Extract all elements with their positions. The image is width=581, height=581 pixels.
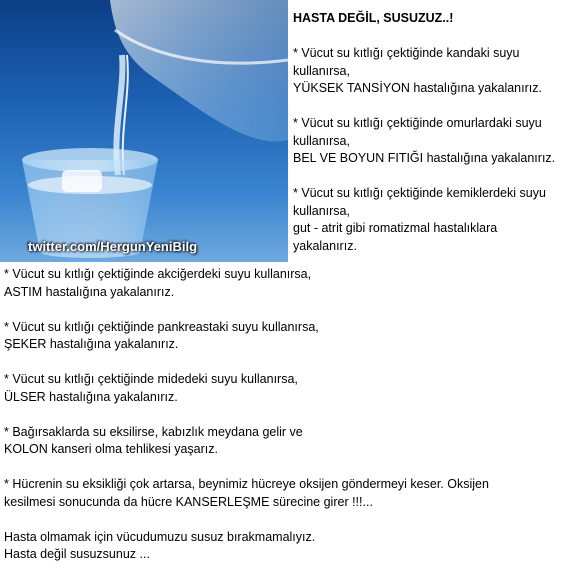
text-line: BEL VE BOYUN FITIĞI hastalığına yakalanırız. xyxy=(293,151,556,165)
text-line: kullanırsa, xyxy=(293,133,350,148)
paragraph-conclusion xyxy=(4,529,579,564)
text-line: * Bağırsaklarda su eksilirse, kabızlık meydana gelir ve xyxy=(4,424,303,439)
paragraph-spine xyxy=(293,115,581,168)
text-line: kesilmesi sonucunda da hücre KANSERLEŞME sürecine girer !!!... xyxy=(4,494,373,509)
text-line: * Vücut su kıtlığı çektiğinde omurlardaki suyu xyxy=(293,116,542,130)
paragraph-blood xyxy=(293,45,581,98)
text-line: kullanırsa, xyxy=(293,63,350,78)
text-line: Hasta olmamak için vücudumuzu susuz bırakmamalıyız. xyxy=(4,529,316,544)
text-line: * Vücut su kıtlığı çektiğinde kandaki suyu xyxy=(293,46,520,60)
text-line: gut - atrit gibi romatizmal hastalıklara xyxy=(293,221,498,235)
text-line: * Hücrenin su eksikliği çok artarsa, beynimiz hücreye oksijen göndermeyi keser. Oksijen xyxy=(4,477,489,491)
paragraph-intestine xyxy=(4,424,579,459)
text-line: Hasta değil susuzsunuz ... xyxy=(4,547,150,561)
text-line: * Vücut su kıtlığı çektiğinde akciğerdeki suyu kullanırsa, xyxy=(4,267,312,281)
text-line: ASTIM hastalığına yakalanırız. xyxy=(4,284,175,299)
water-pour-illustration xyxy=(0,0,288,262)
text-line: * Vücut su kıtlığı çektiğinde pankreastaki suyu kullanırsa, xyxy=(4,319,319,334)
page-title: HASTA DEĞİL, SUSUZUZ..! xyxy=(293,11,454,25)
paragraph-pancreas xyxy=(4,319,579,354)
text-line: ŞEKER hastalığına yakalanırız. xyxy=(4,337,179,351)
paragraph-stomach xyxy=(4,371,579,406)
bottom-text-column xyxy=(4,266,579,581)
text-line: * Vücut su kıtlığı çektiğinde midedeki suyu kullanırsa, xyxy=(4,372,298,386)
paragraph-bones xyxy=(293,185,581,255)
right-text-column xyxy=(293,10,581,273)
twitter-watermark: twitter.com/HergunYeniBilg xyxy=(28,239,198,254)
text-line: * Vücut su kıtlığı çektiğinde kemiklerdeki suyu xyxy=(293,186,546,200)
text-line: YÜKSEK TANSİYON hastalığına yakalanırız. xyxy=(293,81,542,95)
text-line: kullanırsa, xyxy=(293,203,350,218)
paragraph-lungs xyxy=(4,266,579,301)
paragraph-cells xyxy=(4,476,579,511)
water-glass-photo xyxy=(0,0,288,262)
text-line: KOLON kanseri olma tehlikesi yaşarız. xyxy=(4,442,218,456)
text-line: ÜLSER hastalığına yakalanırız. xyxy=(4,389,178,404)
text-line: yakalanırız. xyxy=(293,238,357,253)
